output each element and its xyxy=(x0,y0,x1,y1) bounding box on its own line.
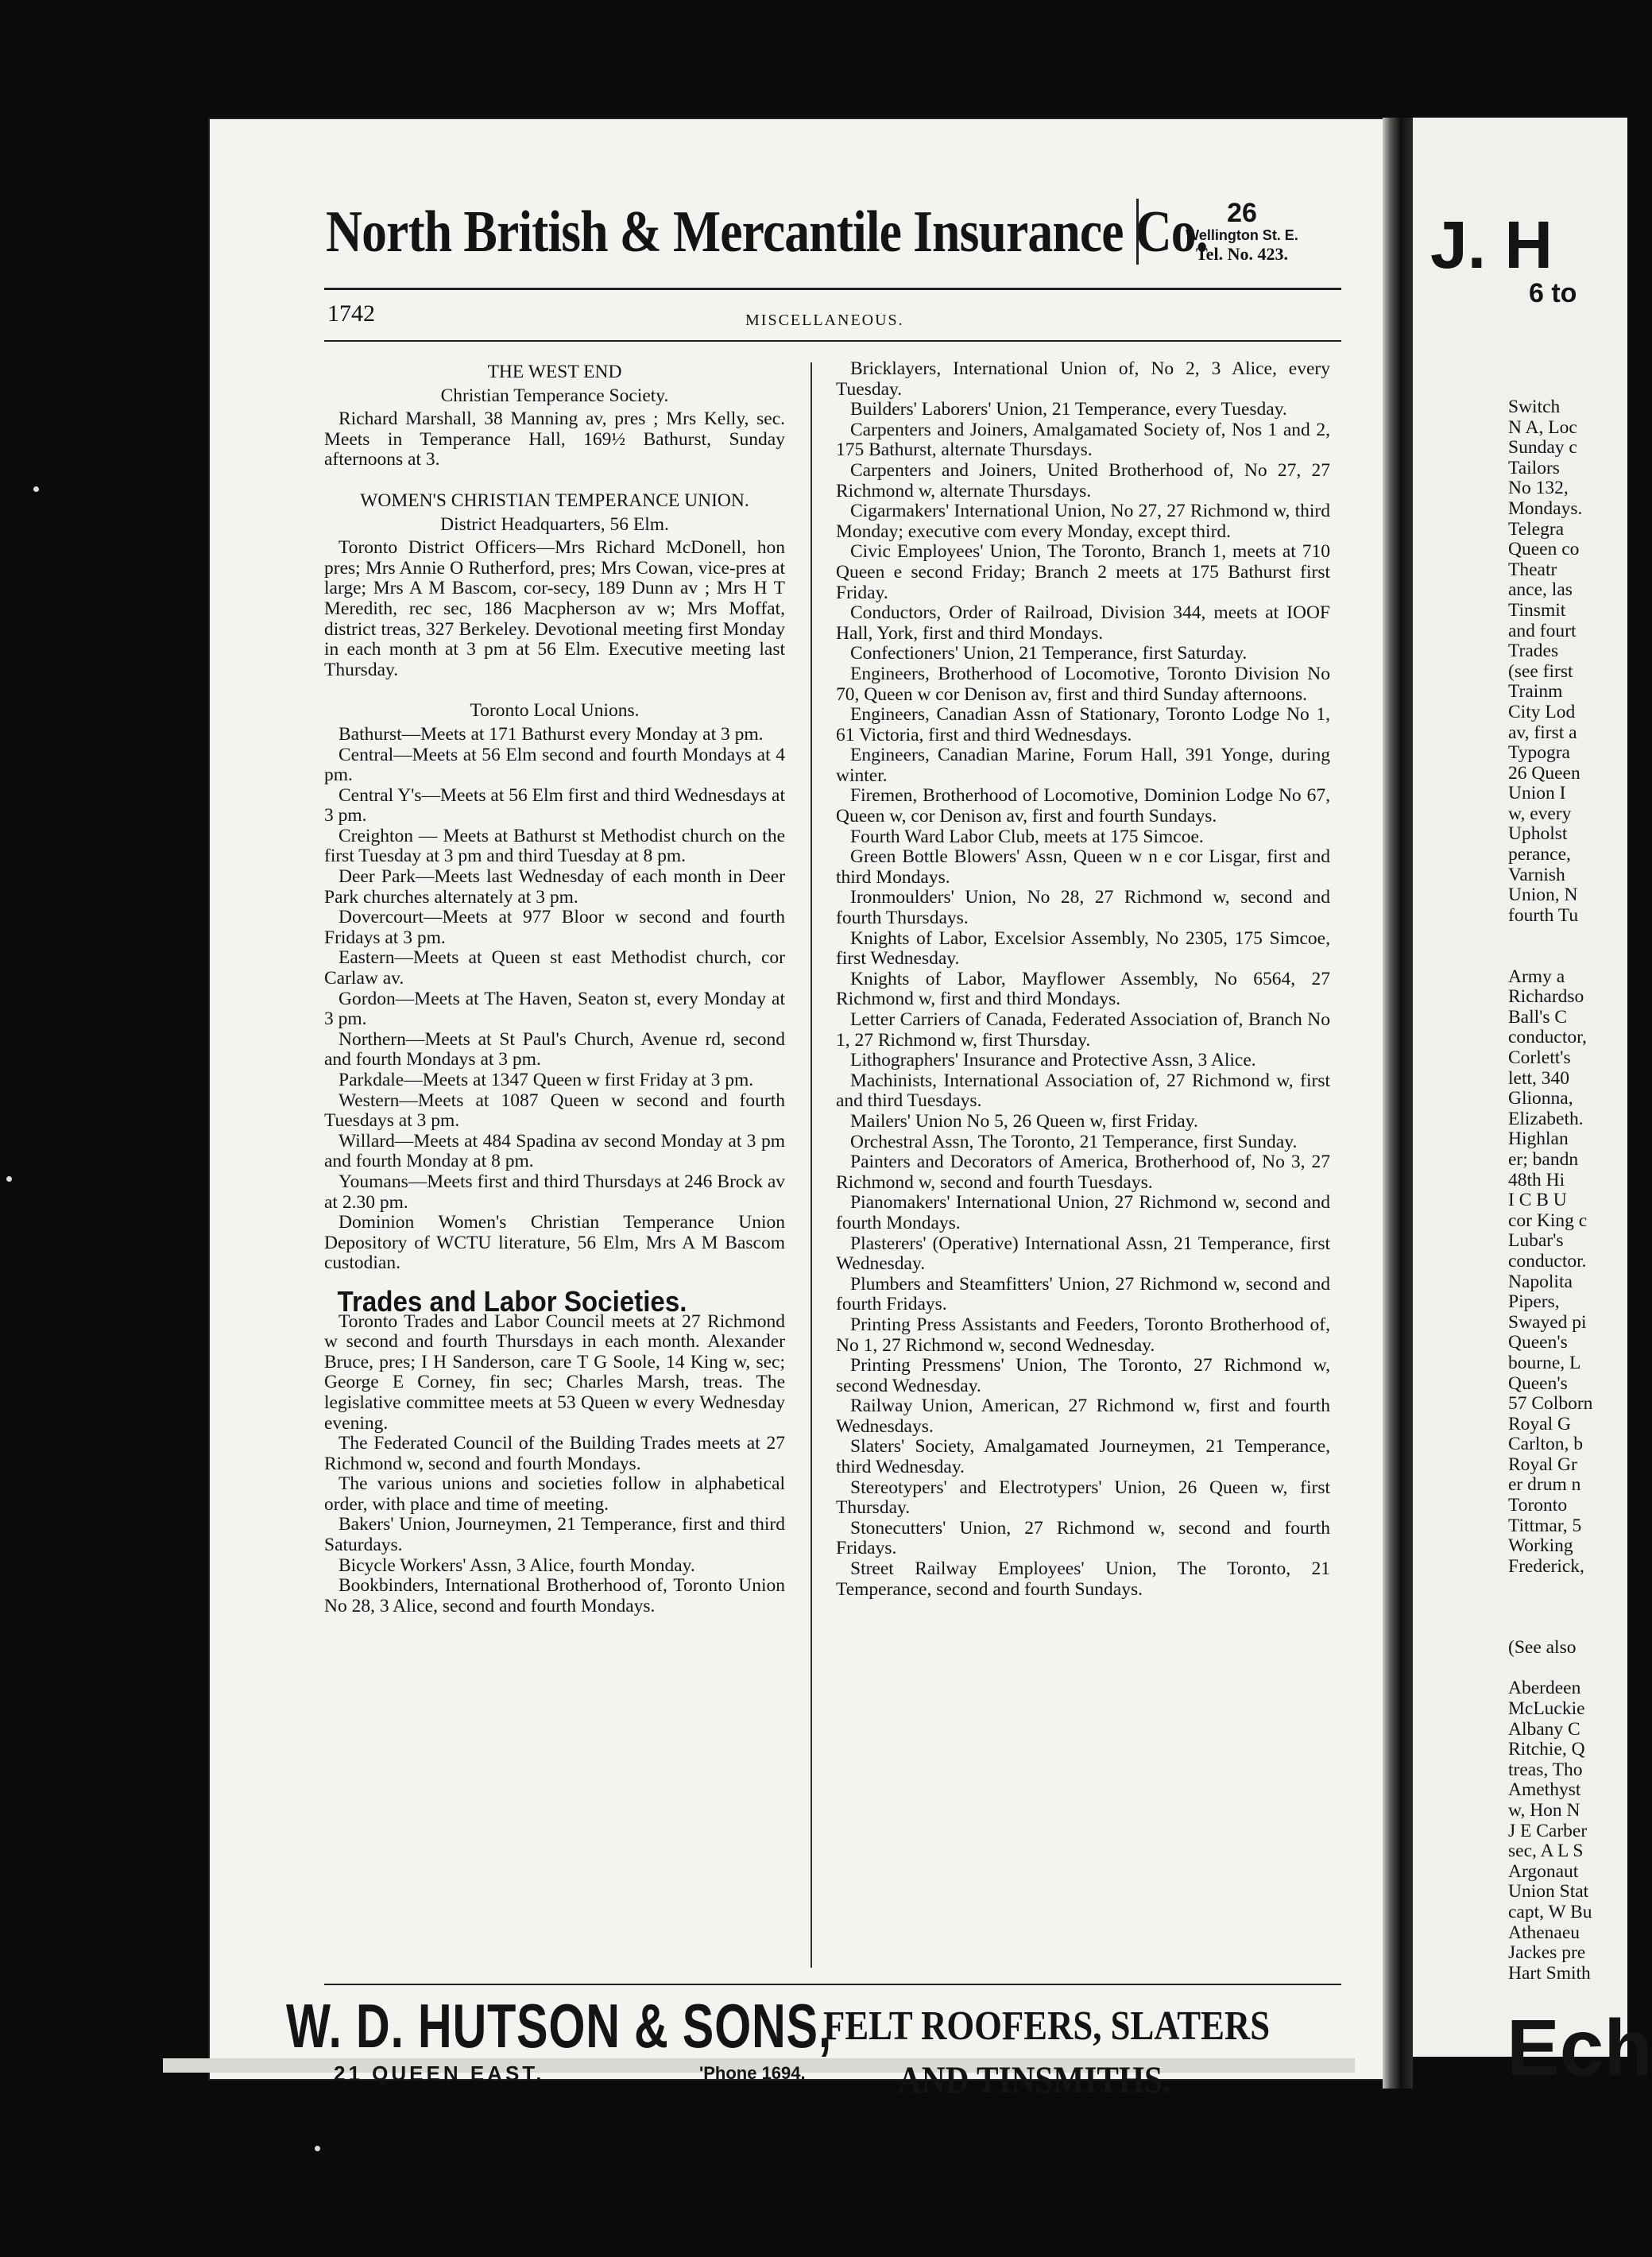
union-entry: Knights of Labor, Excelsior Assembly, No 2305, 175 Simcoe, first Wednesday. xyxy=(836,927,1330,970)
directory-entry: Creighton — Meets at Bathurst st Methodist church on the first Tuesday at 3 pm and third Tuesday at 8 pm. xyxy=(324,825,785,867)
footer-advertisement xyxy=(286,1990,1351,2101)
spacer xyxy=(324,680,785,698)
union-entry: Civic Employees' Union, The Toronto, Branch 1, meets at 710 Queen e second Friday; Branch 2 meets at 175 Bathurst first Friday. xyxy=(836,541,1330,603)
directory-entry: Western—Meets at 1087 Queen w second and fourth Tuesdays at 3 pm. xyxy=(324,1090,785,1132)
union-entry: Pianomakers' International Union, 27 Richmond w, second and fourth Mondays. xyxy=(836,1192,1330,1233)
footer-rule xyxy=(324,1984,1341,1985)
directory-entry: Youmans—Meets first and third Thursdays at 246 Brock av at 2.30 pm. xyxy=(324,1171,785,1213)
facing-page-line: N A, Loc xyxy=(1508,416,1577,438)
facing-page-line xyxy=(1508,1597,1592,1618)
facing-page-line: Hart Smith xyxy=(1508,1962,1591,1984)
facing-page-line: conductor. xyxy=(1508,1250,1587,1272)
facing-page-line xyxy=(1508,1577,1592,1597)
facing-page-line: Richardso xyxy=(1508,986,1584,1008)
directory-entry: Eastern—Meets at Queen st east Methodist church, cor Carlaw av. xyxy=(324,947,785,989)
facing-page-line: Jackes pre xyxy=(1508,1942,1586,1964)
facing-page-line: I C B U xyxy=(1508,1190,1567,1211)
union-entry: Stonecutters' Union, 27 Richmond w, second and fourth Fridays. xyxy=(836,1517,1330,1559)
facing-page-line: Union, N xyxy=(1508,885,1578,906)
union-entry: Cigarmakers' International Union, No 27, 27 Richmond w, third Monday; executive com every Monday, except third. xyxy=(836,501,1330,542)
facing-page-line: Union Stat xyxy=(1508,1881,1589,1903)
directory-entry: The Federated Council of the Building Trades meets at 27 Richmond w, second and fourth Mondays. xyxy=(324,1433,785,1474)
section-heading: Trades and Labor Societies. xyxy=(337,1284,687,1318)
facing-page-line: Sunday c xyxy=(1508,437,1577,459)
union-entry: Engineers, Brotherhood of Locomotive, Toronto Division No 70, Queen w cor Denison av, first and third Sunday afternoons. xyxy=(836,663,1330,705)
facing-page-line: Trainm xyxy=(1508,681,1563,703)
subheading: Toronto Local Unions. xyxy=(470,700,640,722)
facing-page-line: Upholst xyxy=(1508,823,1568,845)
facing-page-line: J E Carber xyxy=(1508,1820,1588,1841)
facing-page-line: Ball's C xyxy=(1508,1006,1568,1028)
telephone: Tel. No. 423. xyxy=(1196,244,1288,264)
facing-page-line: Albany C xyxy=(1508,1718,1580,1740)
union-entry: Plasterers' (Operative) International Assn, 21 Temperance, first Wednesday. xyxy=(836,1233,1330,1275)
facing-page-line: capt, W Bu xyxy=(1508,1901,1592,1922)
facing-page-line: Queen's xyxy=(1508,1332,1568,1353)
union-entry: Orchestral Assn, The Toronto, 21 Temperance, first Sunday. xyxy=(850,1131,1298,1152)
facing-page-line: Switch xyxy=(1508,397,1561,417)
union-entry: Firemen, Brotherhood of Locomotive, Dominion Lodge No 67, Queen w, cor Denison av, first and fourth Sundays. xyxy=(836,785,1330,827)
directory-entry: Willard—Meets at 484 Spadina av second Monday at 3 pm and fourth Monday at 8 pm. xyxy=(324,1130,785,1172)
directory-entry: Richard Marshall, 38 Manning av, pres ; Mrs Kelly, sec. Meets in Temperance Hall, 169½ Bathurst, Sunday afternoons at 3. xyxy=(324,408,785,470)
union-entry: Letter Carriers of Canada, Federated Association of, Branch No 1, 27 Richmond w, first Thursday. xyxy=(836,1009,1330,1051)
facing-page-line: and fourt xyxy=(1508,620,1577,641)
facing-page-line: Napolita xyxy=(1508,1271,1573,1292)
union-entry: Green Bottle Blowers' Assn, Queen w n e cor Lisgar, first and third Mondays. xyxy=(836,846,1330,888)
facing-page-line: Argonaut xyxy=(1508,1860,1579,1882)
facing-page-line: sec, A L S xyxy=(1508,1841,1584,1862)
directory-entry: Toronto District Officers—Mrs Richard McDonell, hon pres; Mrs Annie O Rutherford, pres; Mrs Cowan, vice-pres at large; Mrs A M Bascom, cor-secy, 189 Dunn av ; Mrs H T Meredith, rec sec, 186 Macpherson av w; Mrs Moffat, district treas, 327 Berkeley. Devotional meeting first Monday in each month at 3 pm at 56 Elm. Executive meeting last Thursday. xyxy=(324,537,785,680)
union-entry: Printing Pressmens' Union, The Toronto, 27 Richmond w, second Wednesday. xyxy=(836,1355,1330,1396)
directory-entry: Bookbinders, International Brotherhood of, Toronto Union No 28, 3 Alice, second and fourth Mondays. xyxy=(324,1575,785,1616)
facing-page-line: 48th Hi xyxy=(1508,1169,1565,1190)
directory-entry: Bicycle Workers' Assn, 3 Alice, fourth Monday. xyxy=(339,1554,695,1576)
facing-page-line: perance, xyxy=(1508,844,1571,865)
facing-page-line: Army a xyxy=(1508,966,1565,987)
scan-speck xyxy=(315,2146,320,2151)
directory-entry: Central—Meets at 56 Elm second and fourth Mondays at 4 pm. xyxy=(324,744,785,786)
subheading: Christian Temperance Society. xyxy=(440,385,669,406)
facing-page-line: lett, 340 xyxy=(1508,1067,1570,1089)
facing-page-line: Ritchie, Q xyxy=(1508,1739,1585,1760)
facing-page-line: Royal Gr xyxy=(1508,1454,1577,1475)
facing-page-footer-text: Ech xyxy=(1507,2003,1652,2092)
street-number: 26 xyxy=(1227,198,1257,228)
right-column xyxy=(836,359,1330,1600)
facing-page-line: cor King c xyxy=(1508,1210,1588,1231)
facing-page-line: (See also xyxy=(1508,1637,1577,1659)
union-entry: Carpenters and Joiners, Amalgamated Society of, Nos 1 and 2, 175 Bathurst, alternate Thursdays. xyxy=(836,419,1330,461)
facing-page-line: Highlan xyxy=(1508,1128,1569,1150)
scan-speck xyxy=(6,1176,12,1182)
facing-page-line: Toronto xyxy=(1508,1495,1568,1516)
facing-page-line: Queen's xyxy=(1508,1372,1568,1394)
union-entry: Plumbers and Steamfitters' Union, 27 Richmond w, second and fourth Fridays. xyxy=(836,1273,1330,1315)
facing-page-line: w, Hon N xyxy=(1508,1799,1580,1821)
union-entry: Railway Union, American, 27 Richmond w, first and fourth Wednesdays. xyxy=(836,1396,1330,1437)
facing-page-text xyxy=(1508,397,1592,1984)
union-entry: Knights of Labor, Mayflower Assembly, No 6564, 27 Richmond w, first and third Mondays. xyxy=(836,968,1330,1010)
directory-entry: Bakers' Union, Journeymen, 21 Temperance, first and third Saturdays. xyxy=(324,1514,785,1556)
facing-page-line: Elizabeth. xyxy=(1508,1108,1584,1129)
facing-page-line: fourth Tu xyxy=(1508,904,1579,926)
facing-page-line: Pipers, xyxy=(1508,1291,1560,1313)
facing-page-line: Mondays. xyxy=(1508,497,1583,519)
facing-page-title: J. H xyxy=(1430,207,1553,282)
facing-page-line: Varnish xyxy=(1508,864,1565,885)
facing-page-line: Carlton, b xyxy=(1508,1434,1583,1455)
union-entry: Slaters' Society, Amalgamated Journeymen, 21 Temperance, third Wednesday. xyxy=(836,1436,1330,1478)
facing-page-line xyxy=(1508,1659,1592,1679)
union-entry: Ironmoulders' Union, No 28, 27 Richmond w, second and fourth Thursdays. xyxy=(836,887,1330,929)
facing-page-line xyxy=(1508,926,1592,947)
facing-page-line: Union I xyxy=(1508,783,1566,804)
facing-page-line: Typogra xyxy=(1508,742,1570,764)
company-address xyxy=(1136,199,1345,265)
union-entry: Fourth Ward Labor Club, meets at 175 Simcoe. xyxy=(850,826,1204,847)
book-gutter xyxy=(1383,118,1413,2089)
facing-page-line: treas, Tho xyxy=(1508,1759,1583,1780)
facing-page-line: Queen co xyxy=(1508,539,1580,560)
facing-page-line: Corlett's xyxy=(1508,1047,1571,1068)
section-title: MISCELLANEOUS. xyxy=(745,312,904,329)
street-name: Wellington St. E. xyxy=(1186,227,1298,243)
facing-page-line: Theatr xyxy=(1508,559,1557,580)
union-entry: Bricklayers, International Union of, No 2, 3 Alice, every Tuesday. xyxy=(836,358,1330,400)
facing-page-line: Royal G xyxy=(1508,1413,1571,1434)
directory-entry: Parkdale—Meets at 1347 Queen w first Friday at 3 pm. xyxy=(339,1070,754,1090)
union-entry: Builders' Laborers' Union, 21 Temperance, every Tuesday. xyxy=(850,399,1287,420)
spacer xyxy=(324,470,785,488)
facing-page-line: McLuckie xyxy=(1508,1698,1585,1719)
directory-entry: Dovercourt—Meets at 977 Bloor w second and fourth Fridays at 3 pm. xyxy=(324,907,785,948)
header-rule xyxy=(324,288,1341,290)
union-entry: Conductors, Order of Railroad, Division 344, meets at IOOF Hall, York, first and third Mondays. xyxy=(836,602,1330,644)
facing-page-line: bourne, L xyxy=(1508,1352,1581,1373)
facing-page-line: conductor, xyxy=(1508,1027,1587,1048)
column-divider xyxy=(811,362,812,1968)
facing-page-line: Tinsmit xyxy=(1508,599,1566,621)
union-entry: Machinists, International Association of, 27 Richmond w, first and third Tuesdays. xyxy=(836,1070,1330,1112)
union-entry: Painters and Decorators of America, Brotherhood of, No 3, 27 Richmond w, second and fourth Tuesdays. xyxy=(836,1152,1330,1193)
subheading: District Headquarters, 56 Elm. xyxy=(440,513,669,535)
facing-page-line: (see first xyxy=(1508,660,1573,682)
subheading: WOMEN'S CHRISTIAN TEMPERANCE UNION. xyxy=(360,490,749,511)
directory-entry: Northern—Meets at St Paul's Church, Avenue rd, second and fourth Mondays at 3 pm. xyxy=(324,1028,785,1070)
union-entry: Confectioners' Union, 21 Temperance, first Saturday. xyxy=(850,643,1248,664)
facing-page-line: City Lod xyxy=(1508,701,1576,722)
facing-page-line: er; bandn xyxy=(1508,1148,1579,1170)
union-entry: Engineers, Canadian Marine, Forum Hall, 391 Yonge, during winter. xyxy=(836,745,1330,786)
directory-entry: Gordon—Meets at The Haven, Seaton st, every Monday at 3 pm. xyxy=(324,988,785,1030)
section-rule xyxy=(324,340,1341,342)
union-entry: Stereotypers' and Electrotypers' Union, 26 Queen w, first Thursday. xyxy=(836,1477,1330,1519)
facing-page-subtitle: 6 to xyxy=(1529,278,1577,308)
page-number: 1742 xyxy=(327,300,375,327)
facing-page-line: Telegra xyxy=(1508,518,1565,540)
union-entry: Mailers' Union No 5, 26 Queen w, first Friday. xyxy=(850,1110,1198,1132)
advertiser-trade-line-1: FELT ROOFERS, SLATERS xyxy=(823,2003,1271,2049)
facing-page-line: Swayed pi xyxy=(1508,1311,1587,1333)
union-entry: Street Railway Employees' Union, The Toronto, 21 Temperance, second and fourth Sundays. xyxy=(836,1558,1330,1600)
advertiser-address: 21 QUEEN EAST. xyxy=(334,2061,545,2085)
company-name: North British & Mercantile Insurance Co. xyxy=(326,199,1208,265)
facing-page-line: No 132, xyxy=(1508,478,1569,499)
facing-page-line xyxy=(1508,1618,1592,1639)
union-entry: Lithographers' Insurance and Protective Assn, 3 Alice. xyxy=(850,1050,1256,1071)
facing-page-line: Tittmar, 5 xyxy=(1508,1515,1582,1536)
facing-page-line xyxy=(1508,947,1592,967)
facing-page-line: 26 Queen xyxy=(1508,762,1580,784)
advertiser-trade-line-2: AND TINSMITHS. xyxy=(898,2059,1171,2101)
union-entry: Printing Press Assistants and Feeders, Toronto Brotherhood of, No 1, 27 Richmond w, second Wednesday. xyxy=(836,1314,1330,1356)
facing-page-line: 57 Colborn xyxy=(1508,1393,1593,1415)
scan-speck xyxy=(33,486,39,492)
facing-page-line: Trades xyxy=(1508,641,1559,662)
directory-entry: The various unions and societies follow in alphabetical order, with place and time of meeting. xyxy=(324,1473,785,1515)
facing-page-line: Aberdeen xyxy=(1508,1678,1581,1699)
facing-page-line: Glionna, xyxy=(1508,1088,1573,1109)
subheading: THE WEST END xyxy=(487,362,622,382)
advertiser-phone: 'Phone 1694. xyxy=(699,2063,806,2083)
facing-page-line: w, every xyxy=(1508,803,1572,824)
directory-entry: Bathurst—Meets at 171 Bathurst every Monday at 3 pm. xyxy=(339,723,764,745)
header-advertisement xyxy=(326,199,1343,286)
union-entry: Carpenters and Joiners, United Brotherhood of, No 27, 27 Richmond w, alternate Thursdays. xyxy=(836,459,1330,501)
facing-page-line: av, first a xyxy=(1508,722,1577,743)
facing-page-line: Working xyxy=(1508,1535,1573,1557)
facing-page-line: Amethyst xyxy=(1508,1779,1581,1801)
left-column xyxy=(324,359,785,1616)
facing-page-line: Frederick, xyxy=(1508,1555,1584,1577)
directory-entry: Central Y's—Meets at 56 Elm first and third Wednesdays at 3 pm. xyxy=(324,784,785,827)
facing-page-line: Tailors xyxy=(1508,457,1560,478)
facing-page-line: er drum n xyxy=(1508,1474,1581,1496)
facing-page-line: Lubar's xyxy=(1508,1230,1564,1252)
directory-entry: Deer Park—Meets last Wednesday of each month in Deer Park churches alternately at 3 pm. xyxy=(324,866,785,908)
advertiser-name: W. D. HUTSON & SONS, xyxy=(286,1991,833,2061)
directory-entry: Toronto Trades and Labor Council meets at 27 Richmond w second and fourth Thursdays in each month. Alexander Bruce, pres; I H Sanderson, care T G Soole, 14 King w, sec; George E Corney, fin sec; Charles Marsh, treas. The legislative committee meets at 53 Queen w every Wednesday evening. xyxy=(324,1310,785,1434)
directory-entry: Dominion Women's Christian Temperance Union Depository of WCTU literature, 56 Elm, Mrs A M Bascom custodian. xyxy=(324,1212,785,1274)
facing-page-line: Athenaeu xyxy=(1508,1922,1580,1943)
facing-page-line: ance, las xyxy=(1508,579,1573,601)
union-entry: Engineers, Canadian Assn of Stationary, Toronto Lodge No 1, 61 Victoria, first and third Wednesdays. xyxy=(836,704,1330,745)
